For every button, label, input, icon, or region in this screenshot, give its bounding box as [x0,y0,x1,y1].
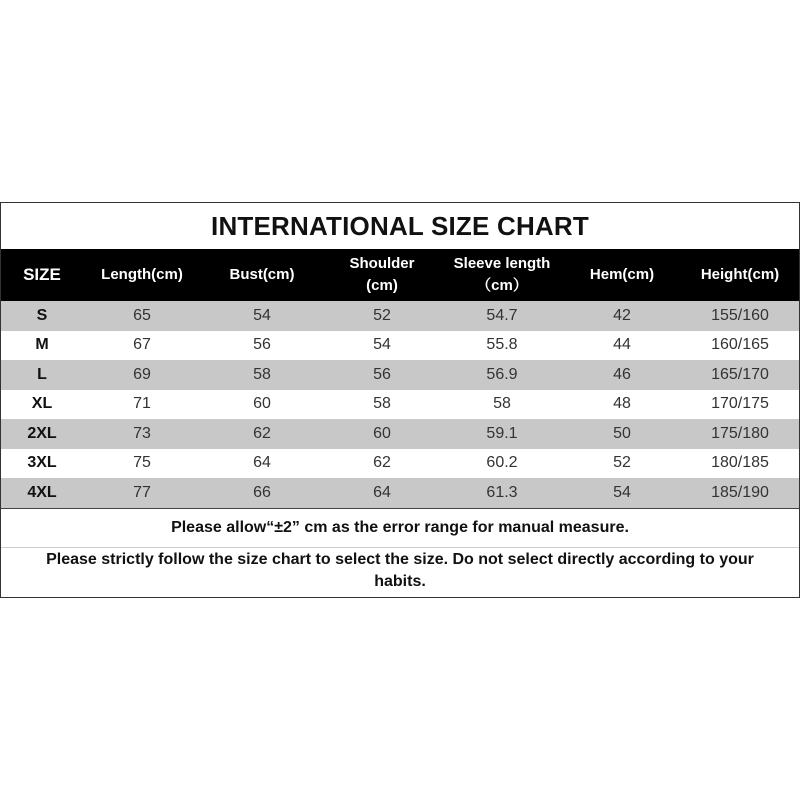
size-cell: M [35,336,49,354]
size-chart [0,202,800,598]
hem-cell: 42 [613,306,631,324]
hem-cell: 44 [613,336,631,354]
table-row [1,360,799,390]
shoulder-cell: 52 [373,306,391,324]
length-cell: 69 [133,365,151,383]
table-row [1,331,799,361]
table-row [1,478,799,508]
height-cell: 165/170 [711,365,769,383]
shoulder-cell: 54 [373,336,391,354]
table-row [1,449,799,479]
table-row [1,390,799,420]
hem-cell: 54 [613,483,631,501]
height-cell: 180/185 [711,454,769,472]
shoulder-cell: 62 [373,454,391,472]
shoulder-cell: 60 [373,424,391,442]
size-cell: 2XL [27,424,57,442]
size-cell: XL [31,395,53,413]
length-cell: 73 [133,424,151,442]
header-sleeve-length: Sleeve length （cm） [453,255,551,294]
table-row [1,301,799,331]
height-cell: 155/160 [711,306,769,324]
sleeve-cell: 60.2 [486,454,518,472]
sleeve-cell: 55.8 [486,336,518,354]
bust-cell: 56 [253,336,271,354]
sleeve-cell: 59.1 [486,424,518,442]
header-bust: Bust(cm) [229,266,295,283]
bust-cell: 66 [253,483,271,501]
header-hem: Hem(cm) [589,266,655,283]
shoulder-cell: 64 [373,483,391,501]
table-row [1,419,799,449]
hem-cell: 48 [613,395,631,413]
error-range-note: Please allow“±2” cm as the error range for manual measure. [1,508,799,547]
table-header [1,249,799,301]
height-cell: 160/165 [711,336,769,354]
size-cell: 3XL [27,454,57,472]
length-cell: 77 [133,483,151,501]
sleeve-cell: 54.7 [486,306,518,324]
bust-cell: 64 [253,454,271,472]
height-cell: 185/190 [711,483,769,501]
hem-cell: 52 [613,454,631,472]
hem-cell: 50 [613,424,631,442]
bust-cell: 58 [253,365,271,383]
bust-cell: 54 [253,306,271,324]
header-shoulder: Shoulder (cm) [349,255,415,294]
sleeve-cell: 56.9 [486,365,518,383]
length-cell: 67 [133,336,151,354]
shoulder-cell: 56 [373,365,391,383]
length-cell: 65 [133,306,151,324]
size-selection-note: Please strictly follow the size chart to select the size. Do not select directly according to your habits. [1,547,799,595]
header-height: Height(cm) [700,266,780,283]
height-cell: 175/180 [711,424,769,442]
header-length: Length(cm) [101,266,183,283]
chart-title: INTERNATIONAL SIZE CHART [211,210,589,241]
length-cell: 75 [133,454,151,472]
hem-cell: 46 [613,365,631,383]
size-cell: S [36,306,48,324]
header-size: SIZE [23,265,61,284]
bust-cell: 60 [253,395,271,413]
size-cell: 4XL [27,483,57,501]
size-cell: L [37,365,47,383]
length-cell: 71 [133,395,151,413]
sleeve-cell: 58 [493,395,511,413]
height-cell: 170/175 [711,395,769,413]
table-body [1,301,799,508]
sleeve-cell: 61.3 [486,483,518,501]
shoulder-cell: 58 [373,395,391,413]
bust-cell: 62 [253,424,271,442]
